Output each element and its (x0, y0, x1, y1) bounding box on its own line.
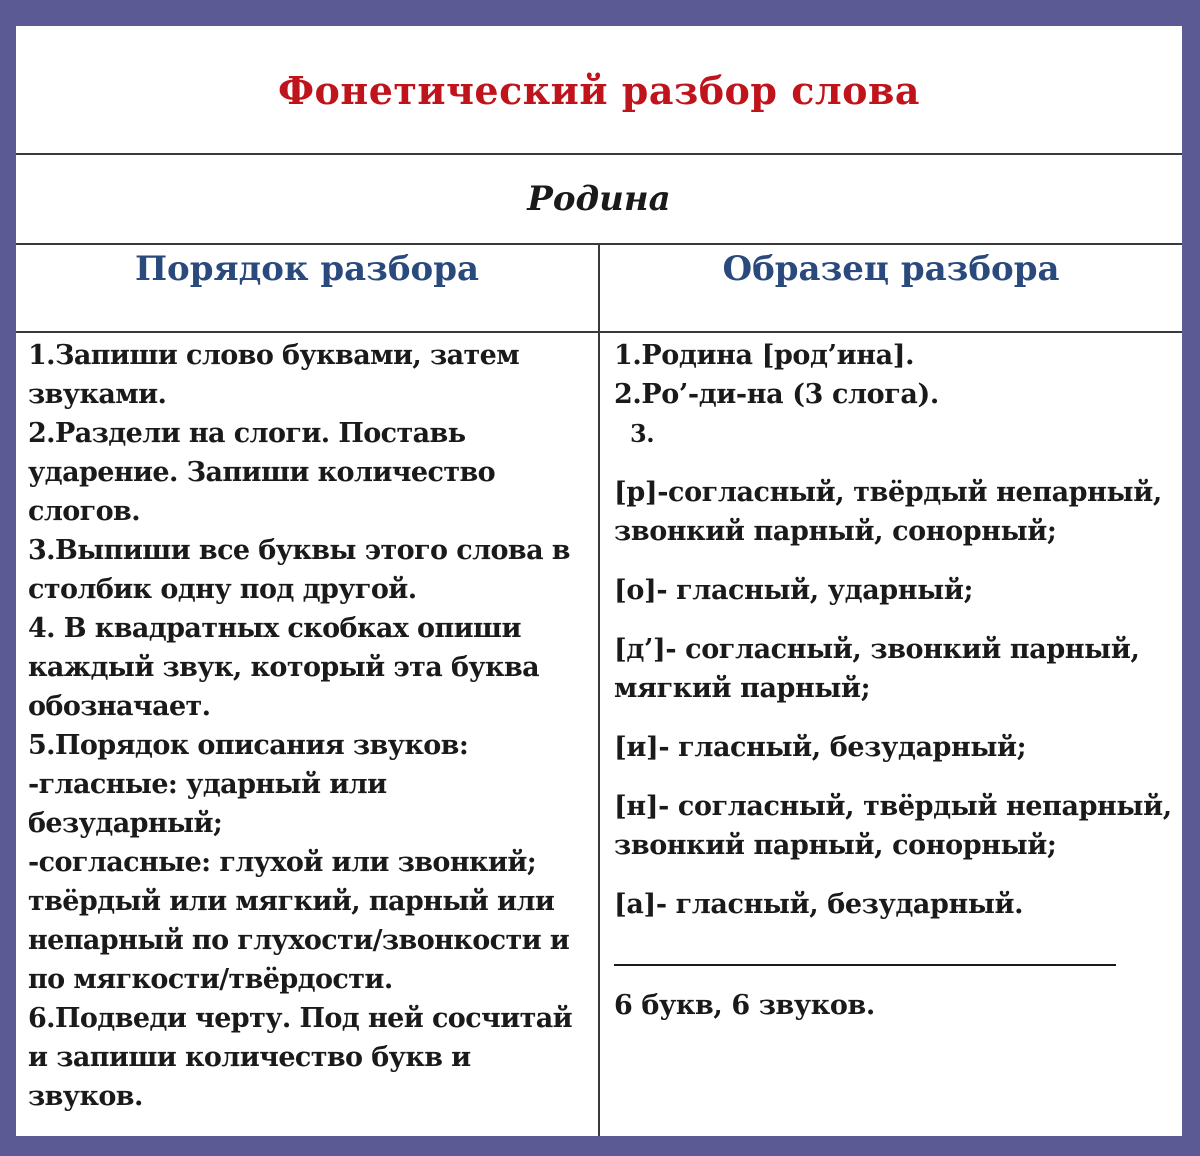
analyzed-word: Родина (527, 179, 671, 219)
procedure-line: столбик одну под другой. (28, 574, 417, 605)
sound-d: [д’]- согласный, звонкий парный, (614, 634, 1140, 665)
procedure-line: 4. В квадратных скобках опиши (28, 613, 521, 644)
procedure-line: слогов. (28, 496, 141, 527)
sample-step-3: 3. (630, 419, 655, 448)
procedure-line: ударение. Запиши количество (28, 457, 496, 488)
column-divider (598, 245, 600, 1136)
procedure-line: обозначает. (28, 691, 211, 722)
procedure-line: звуков. (28, 1081, 143, 1112)
page-title: Фонетический разбор слова (277, 68, 921, 113)
procedure-line: -гласные: ударный или (28, 769, 387, 800)
procedure-line: 2.Раздели на слоги. Поставь (28, 418, 466, 449)
sound-d: мягкий парный; (614, 673, 871, 704)
procedure-line: -согласные: глухой или звонкий; (28, 847, 537, 878)
procedure-line: звуками. (28, 379, 167, 410)
procedure-line: 3.Выпиши все буквы этого слова в (28, 535, 570, 566)
sound-a: [а]- гласный, безударный. (614, 889, 1024, 920)
phonetic-analysis-table (16, 26, 1182, 1136)
procedure-column (28, 336, 594, 1116)
column-header-sample: Образец разбора (722, 249, 1060, 289)
summary-rule (614, 964, 1116, 966)
procedure-line: твёрдый или мягкий, парный или (28, 886, 555, 917)
sound-i: [и]- гласный, безударный; (614, 732, 1027, 763)
sound-r: звонкий парный, сонорный; (614, 516, 1057, 547)
sound-n: [н]- согласный, твёрдый непарный, (614, 791, 1172, 822)
procedure-line: каждый звук, который эта буква (28, 652, 540, 683)
procedure-line: 6.Подведи черту. Под ней сосчитай (28, 1003, 573, 1034)
sound-o: [о]- гласный, ударный; (614, 575, 974, 606)
procedure-line: по мягкости/твёрдости. (28, 964, 393, 995)
title-row (16, 26, 1182, 155)
procedure-line: безударный; (28, 808, 223, 839)
word-row (16, 155, 1182, 245)
sound-r: [р]-согласный, твёрдый непарный, (614, 477, 1162, 508)
procedure-line: непарный по глухости/звонкости и (28, 925, 570, 956)
sample-column (614, 336, 1174, 1025)
procedure-line: и запиши количество букв и (28, 1042, 471, 1073)
column-header-procedure: Порядок разбора (134, 249, 480, 289)
procedure-line: 1.Запиши слово буквами, затем (28, 340, 520, 371)
sample-step-2: 2.Ро’-ди-на (3 слога). (614, 379, 939, 410)
summary-count: 6 букв, 6 звуков. (614, 990, 875, 1021)
procedure-line: 5.Порядок описания звуков: (28, 730, 469, 761)
sound-n: звонкий парный, сонорный; (614, 830, 1057, 861)
sample-step-1: 1.Родина [род’ина]. (614, 340, 915, 371)
